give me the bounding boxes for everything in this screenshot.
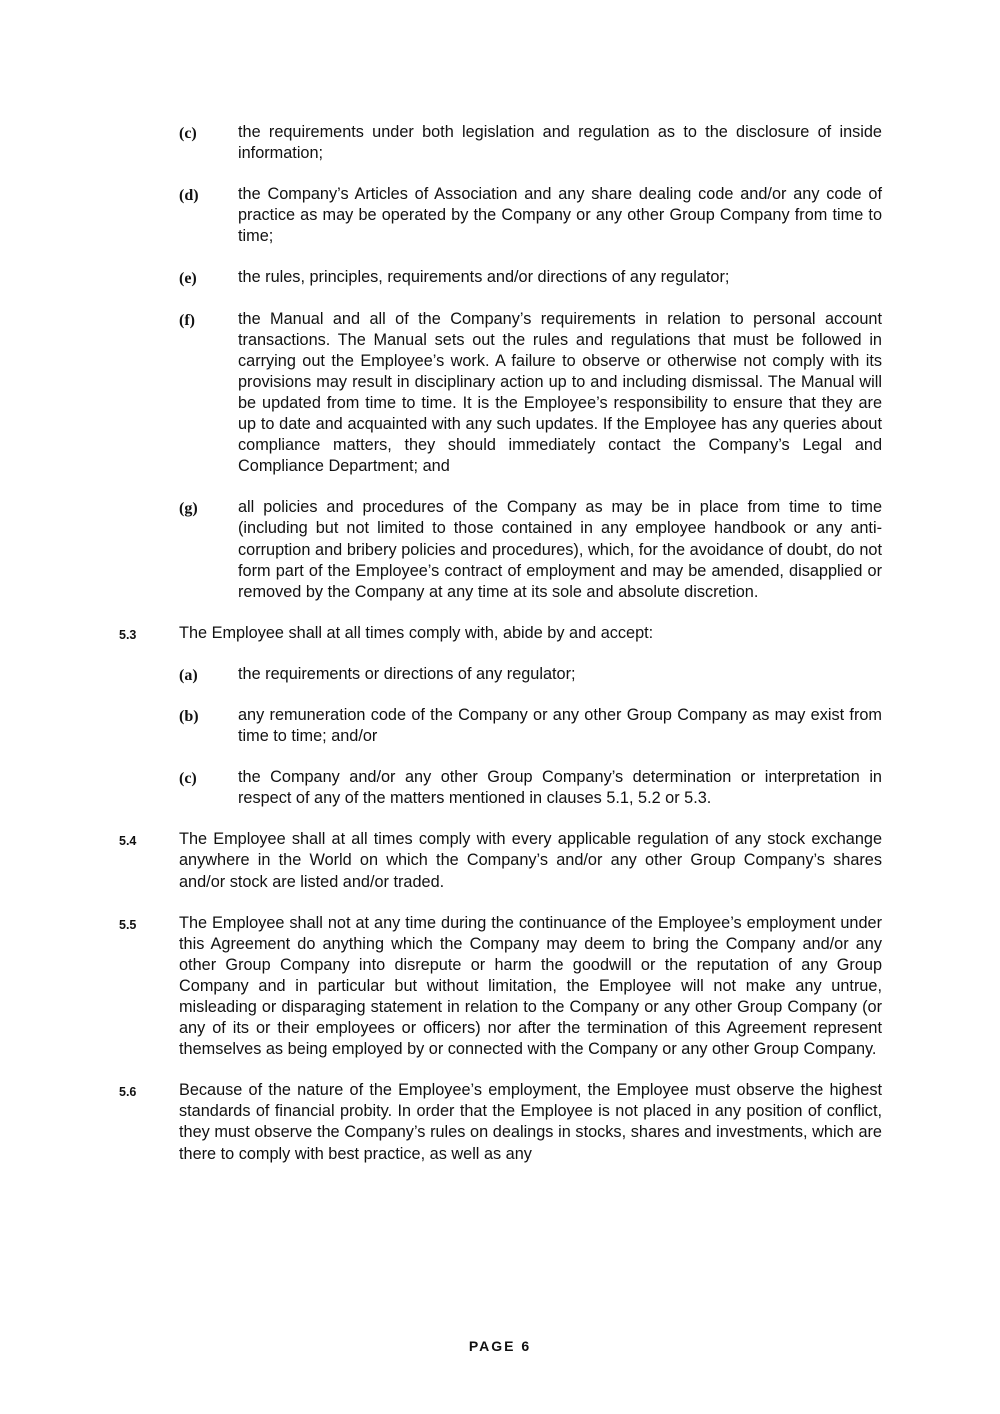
page-number: PAGE 6 [468,1338,532,1354]
clause-number: 5.5 [119,917,137,932]
sub-item-label: (a) [179,666,198,684]
sub-item-b [119,705,882,747]
page-content [119,122,882,1185]
sub-item-label: (d) [179,187,199,205]
sub-item-text: any remuneration code of the Company or any other Group Company as may exist from time to time; and/or [238,705,882,746]
sub-item-d [119,184,882,247]
sub-item-g [119,497,882,602]
clause-number: 5.3 [119,627,137,642]
sub-item-label: (g) [179,500,198,518]
sub-item-c [119,122,882,164]
clause-number: 5.4 [119,834,137,849]
sub-item-text: the requirements or directions of any regulator; [238,664,576,683]
sub-item-text: the Company’s Articles of Association and any share dealing code and/or any code of practice as may be operated by the Company or any other Group Company from time to time; [238,185,882,246]
clause-5-6 [119,1080,882,1164]
sub-item-f [119,309,882,478]
sub-item-label: (c) [179,770,197,788]
sub-item-a [119,664,882,685]
sub-item-label: (e) [179,270,197,288]
sub-item-text: the rules, principles, requirements and/or directions of any regulator; [238,268,730,287]
clause-text: The Employee shall at all times comply with, abide by and accept: [179,623,654,642]
clause-text: The Employee shall at all times comply with every applicable regulation of any stock exchange anywhere in the World on which the Company’s and/or any other Group Company’s shares and/or stock are listed and/or traded. [179,830,882,891]
sub-item-label: (f) [179,311,195,329]
clause-text: The Employee shall not at any time during the continuance of the Employee’s employment under this Agreement do anything which the Company may deem to bring the Company and/or any other Group Company into disrepute or harm the goodwill or the reputation of any Group Company and in particular but without limitation, the Employee will not make any untrue, misleading or disparaging statement in relation to the Company or any other Group Company (or any of its or their employees or officers) nor after the termination of this Agreement represent themselves as being employed by or connected with the Company or any other Group Company. [179,913,882,1059]
clause-5-3 [119,623,882,644]
sub-item-text: the Manual and all of the Company’s requirements in relation to personal account transactions. The Manual sets out the rules and regulations that must be followed in carrying out the Employee’s work. A failure to observe or otherwise not comply with its provisions may result in disciplinary action up to and including dismissal. The Manual will be updated from time to time. It is the Employee’s responsibility to ensure that they are up to date and acquainted with any such updates. If the Employee has any queries about compliance matters, they should immediately contact the Company’s Legal and Compliance Department; and [238,309,882,476]
clause-number: 5.6 [119,1085,137,1100]
clause-text: Because of the nature of the Employee’s employment, the Employee must observe the highest standards of financial probity. In order that the Employee is not placed in any position of conflict, they must observe the Company’s rules on dealings in stocks, shares and investments, which are there to comply with best practice, as well as any [179,1081,882,1163]
sub-item-text: the Company and/or any other Group Company’s determination or interpretation in respect of any of the matters mentioned in clauses 5.1, 5.2 or 5.3. [238,768,882,808]
sub-item-label: (c) [179,125,197,142]
sub-item-c-2 [119,767,882,809]
sub-item-text: all policies and procedures of the Company as may be in place from time to time (including but not limited to those contained in any employee handbook or any anti-corruption and bribery policies and procedures), which, for the avoidance of doubt, do not form part of the Employee’s contract of employment and may be amended, disapplied or removed by the Company at any time at its sole and absolute discretion. [238,498,882,601]
sub-item-label: (b) [179,707,199,725]
clause-5-4 [119,829,882,892]
sub-item-text: the requirements under both legislation and regulation as to the disclosure of inside information; [238,123,882,163]
sub-item-e [119,267,882,288]
clause-5-5 [119,913,882,1061]
